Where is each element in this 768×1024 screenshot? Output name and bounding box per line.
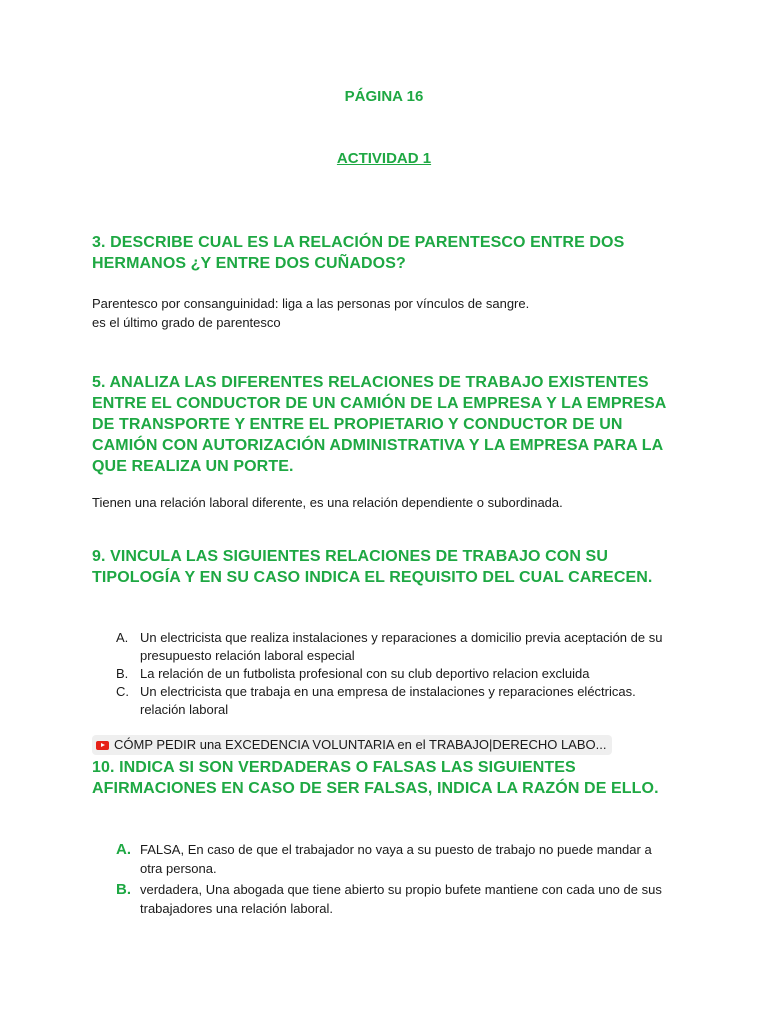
list-marker: A. bbox=[116, 841, 131, 858]
list-marker: A. bbox=[116, 630, 129, 645]
youtube-icon bbox=[96, 741, 109, 750]
page-title: PÁGINA 16 bbox=[344, 88, 424, 105]
list-text: La relación de un futbolista profesional con su club deportivo relacion excluida bbox=[140, 666, 590, 681]
list-text: Un electricista que trabaja en una empresa de instalaciones y reparaciones eléctricas. relación laboral bbox=[140, 684, 636, 717]
question-3-answer-line-2: es el último grado de parentesco bbox=[92, 315, 281, 330]
list-text: verdadera, Una abogada que tiene abierto su propio bufete mantiene con cada uno de sus trabajadores una relación laboral. bbox=[140, 882, 662, 916]
list-text: Un electricista que realiza instalaciones y reparaciones a domicilio previa aceptación de su presupuesto relación laboral especial bbox=[140, 630, 663, 663]
list-item bbox=[116, 683, 676, 719]
list-text: FALSA, En caso de que el trabajador no vaya a su puesto de trabajo no puede mandar a otra persona. bbox=[140, 842, 652, 876]
list-item bbox=[116, 665, 676, 683]
list-item bbox=[116, 629, 676, 665]
activity-title bbox=[0, 150, 768, 167]
question-9-title: 9. VINCULA LAS SIGUIENTES RELACIONES DE TRABAJO CON SU TIPOLOGÍA Y EN SU CASO INDICA EL REQUISITO DEL CUAL CARECEN. bbox=[92, 548, 653, 586]
question-9-list bbox=[116, 629, 676, 719]
question-3-answer-line-1: Parentesco por consanguinidad: liga a las personas por vínculos de sangre. bbox=[92, 296, 530, 311]
question-5-answer: Tienen una relación laboral diferente, es una relación dependiente o subordinada. bbox=[92, 495, 563, 510]
activity-title-text: ACTIVIDAD 1 bbox=[336, 150, 432, 167]
list-marker: C. bbox=[116, 684, 129, 699]
list-item bbox=[116, 840, 676, 878]
question-3-title: 3. DESCRIBE CUAL ES LA RELACIÓN DE PARENTESCO ENTRE DOS HERMANOS ¿Y ENTRE DOS CUÑADOS? bbox=[92, 234, 625, 272]
question-10-list bbox=[116, 840, 676, 918]
video-link-text[interactable]: CÓMP PEDIR una EXCEDENCIA VOLUNTARIA en el TRABAJO|DERECHO LABO... bbox=[114, 737, 607, 752]
question-10-title: 10. INDICA SI SON VERDADERAS O FALSAS LAS SIGUIENTES AFIRMACIONES EN CASO DE SER FALSAS, INDICA LA RAZÓN DE ELLO. bbox=[92, 759, 659, 797]
question-5-title: 5. ANALIZA LAS DIFERENTES RELACIONES DE TRABAJO EXISTENTES ENTRE EL CONDUCTOR DE UN CAMIÓN DE LA EMPRESA Y LA EMPRESA DE TRANSPORTE Y ENTRE EL PROPIETARIO Y CONDUCTOR DE UN CAMIÓN CON AUTORIZACIÓN ADMINISTRATIVA Y LA EMPRESA PARA LA QUE REALIZA UN PORTE. bbox=[92, 374, 666, 475]
list-item bbox=[116, 880, 676, 918]
list-marker: B. bbox=[116, 881, 131, 898]
video-link-chip[interactable] bbox=[92, 735, 612, 755]
list-marker: B. bbox=[116, 666, 129, 681]
question-3-answer bbox=[92, 294, 692, 332]
